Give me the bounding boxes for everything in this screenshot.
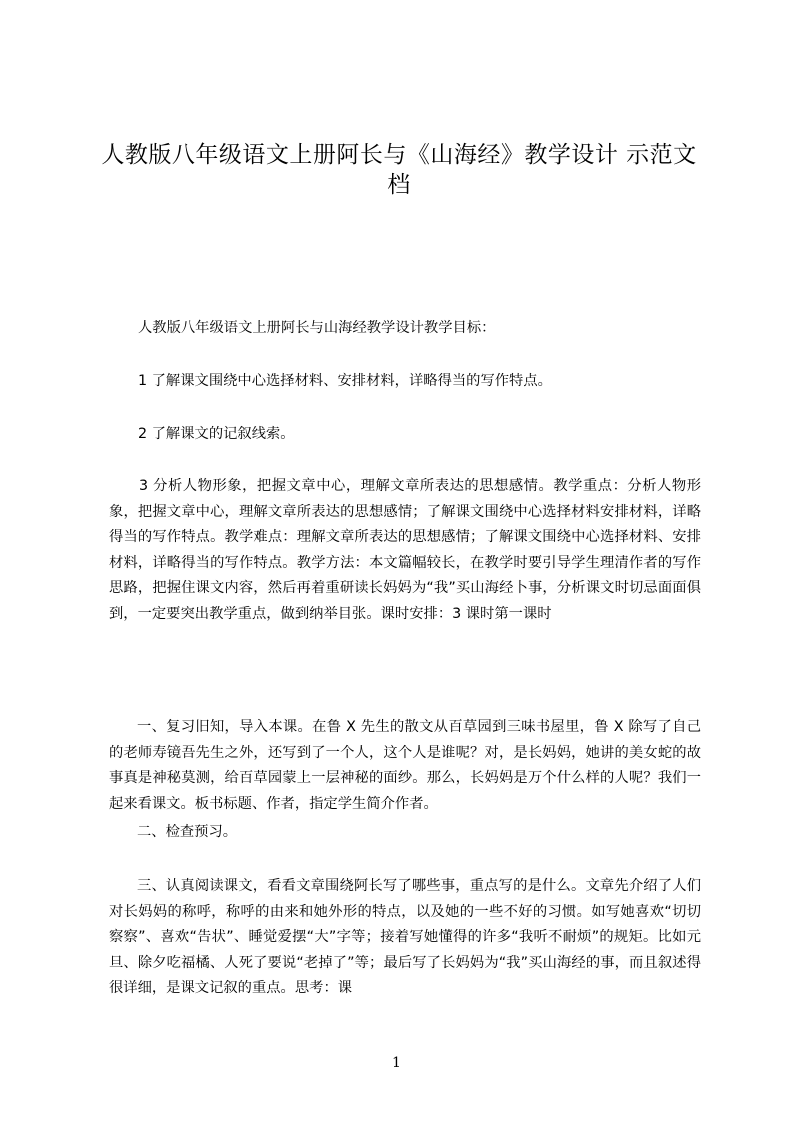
paragraph-objective-2: 2 了解课文的记叙线索。: [138, 426, 295, 442]
page-number: 1: [392, 1055, 401, 1071]
paragraph-reading: 三、认真阅读课文，看看文章围绕阿长写了哪些事，重点写的是什么。文章先介绍了人们对长妈妈的称呼，称呼的由来和她外形的特点，以及她的一些不好的习惯。如写她喜欢“切切察察”、喜欢“告状”、睡觉爱摆“大”字等；接着写她懂得的许多“我听不耐烦”的规矩。比如元旦、除夕吃福橘、人死了要说“老掉了”等；最后写了长妈妈为“我”买山海经的事，而且叙述得很详细，是课文记叙的重点。思考：课: [109, 878, 701, 996]
paragraph-objectives-intro: 人教版八年级语文上册阿长与山海经教学设计教学目标：: [138, 320, 496, 336]
paragraph-review: 一、复习旧知，导入本课。在鲁 X 先生的散文从百草园到三味书屋里，鲁 X 除写了自己的老师寿镜吾先生之外，还写到了一个人，这个人是谁呢？对，是长妈妈，她讲的美女蛇的故事真是神秘莫测，给百草园蒙上一层神秘的面纱。那么，长妈妈是万个什么样的人呢？我们一起来看课文。板书标题、作者，指定学生简介作者。: [109, 719, 701, 812]
paragraph-objective-1: 1 了解课文围绕中心选择材料、安排材料，详略得当的写作特点。: [138, 373, 552, 389]
paragraph-objective-3: 3 分析人物形象，把握文章中心，理解文章所表达的思想感情。教学重点：分析人物形象，把握文章中心，理解文章所表达的思想感情；了解课文围绕中心选择材料安排材料，详略得当的写作特点。教学难点：理解文章所表达的思想感情；了解课文围绕中心选择材料、安排材料，详略得当的写作特点。教学方法：本文篇幅较长，在教学时要引导学生理清作者的写作思路，把握住课文内容，然后再着重研读长妈妈为“我”买山海经卜事，分析课文时切忌面面俱到，一定要突出教学重点，做到纳举目张。课时安排：3 课时第一课时: [109, 478, 701, 622]
document-title: 人教版八年级语文上册阿长与《山海经》教学设计 示范文档: [101, 142, 697, 198]
paragraph-preview-check: 二、检查预习。: [137, 824, 238, 840]
